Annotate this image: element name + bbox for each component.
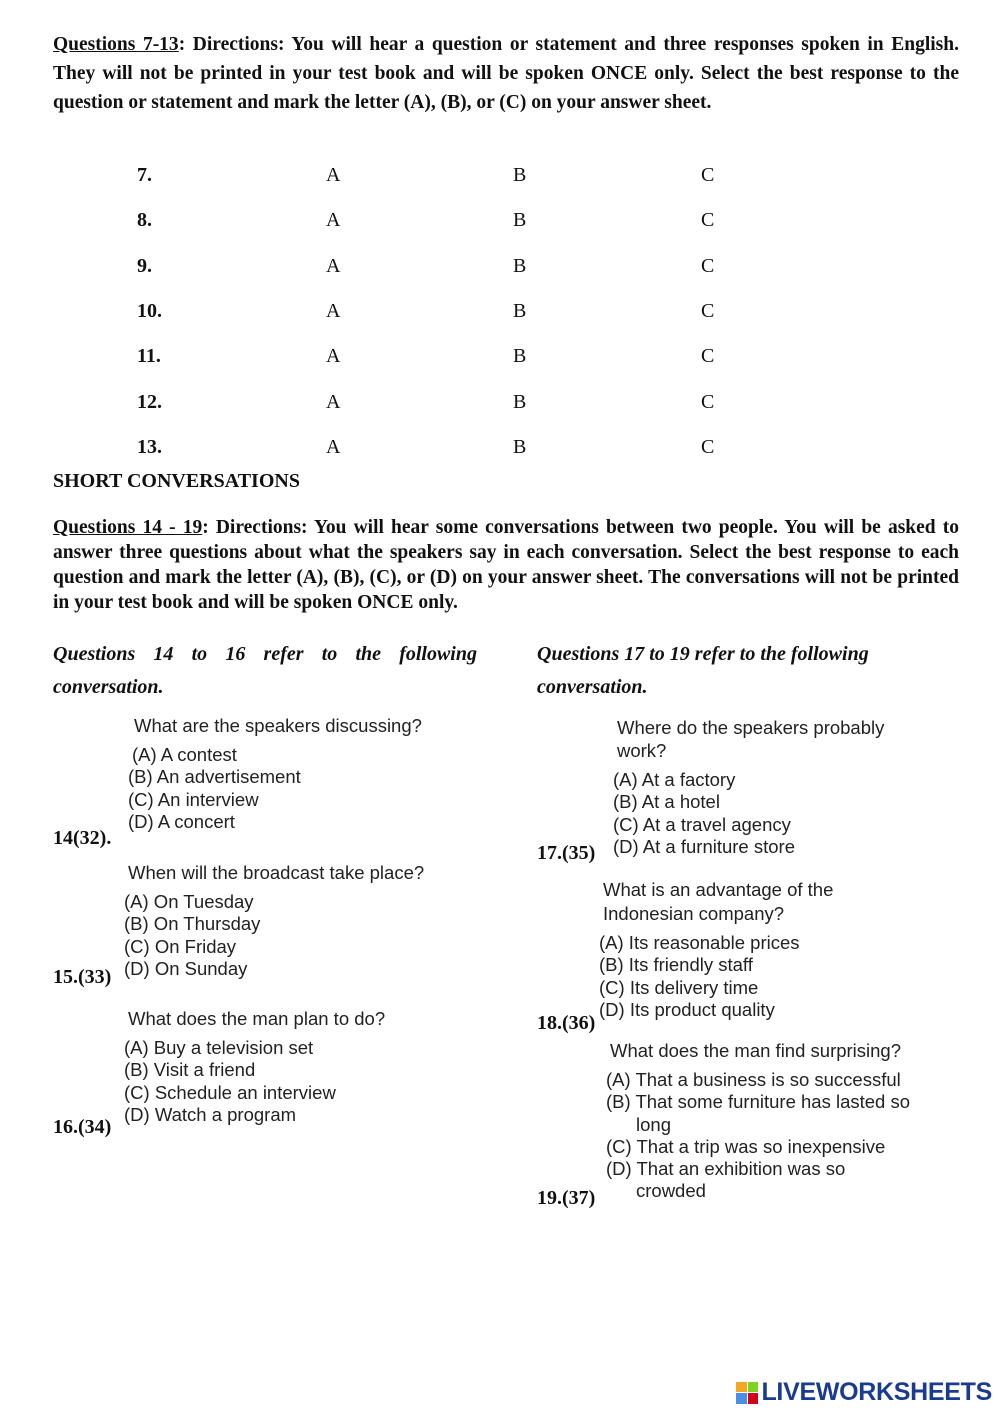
option-b: (B) Its friendly staff	[599, 954, 753, 976]
choice-c[interactable]: C	[701, 345, 715, 368]
choice-c[interactable]: C	[701, 390, 715, 413]
logo-square	[736, 1393, 747, 1404]
question-18	[599, 878, 833, 1021]
option-d: (D) Its product quality	[599, 998, 775, 1020]
option-b: (B) Visit a friend	[124, 1059, 256, 1081]
section1-directions-text: : Directions: You will hear a question or statement and three responses spoken in English. They will not be printed in your test book and will be spoken ONCE only. Select the best response to the question or statement and mark the letter (A), (B), or (C) on your answer sheet.	[53, 34, 959, 113]
choice-b[interactable]: B	[513, 345, 527, 368]
option-b-cont: long	[636, 1113, 671, 1135]
choice-a[interactable]: A	[326, 164, 341, 186]
liveworksheets-logo	[736, 1378, 992, 1407]
option-d: (D) A concert	[128, 810, 235, 832]
logo-text: LIVEWORKSHEETS	[761, 1378, 992, 1406]
choice-b[interactable]: B	[513, 209, 527, 232]
option-c: (C) Schedule an interview	[124, 1081, 336, 1103]
question-stem: What is an advantage of the	[603, 879, 834, 900]
question-number: 9.	[137, 254, 152, 277]
section1-directions	[53, 30, 959, 117]
choice-a[interactable]: A	[326, 345, 341, 368]
logo-square	[736, 1382, 747, 1393]
choice-c[interactable]: C	[701, 299, 715, 322]
right-refer: Questions 17 to 19 refer to the following conversation.	[537, 643, 869, 698]
question-17	[613, 716, 884, 858]
option-b: (B) That some furniture has lasted so	[606, 1091, 911, 1113]
choice-a[interactable]: A	[326, 299, 341, 322]
question-number-14: 14(32).	[53, 827, 112, 849]
choice-c[interactable]: C	[701, 435, 715, 458]
question-stem-cont: Indonesian company?	[603, 903, 785, 924]
choice-b[interactable]: B	[513, 164, 527, 186]
option-d-cont: crowded	[636, 1180, 706, 1202]
option-b: (B) On Thursday	[124, 913, 261, 935]
question-19	[606, 1039, 910, 1203]
logo-square	[748, 1382, 759, 1393]
choice-a[interactable]: A	[326, 254, 341, 277]
choice-b[interactable]: B	[513, 390, 527, 413]
question-number: 13.	[137, 435, 162, 458]
question-stem: What are the speakers discussing?	[134, 715, 422, 736]
choice-c[interactable]: C	[701, 209, 715, 232]
option-a: (A) A contest	[132, 744, 237, 765]
option-c: (C) Its delivery time	[599, 976, 759, 998]
option-c: (C) On Friday	[124, 935, 237, 957]
question-number-19: 19.(37)	[537, 1187, 596, 1209]
option-a: (A) Buy a television set	[124, 1037, 314, 1058]
option-d: (D) That an exhibition was so	[606, 1158, 846, 1180]
question-number: 7.	[137, 164, 152, 186]
option-b: (B) At a hotel	[613, 791, 720, 813]
choice-a[interactable]: A	[326, 390, 341, 413]
question-number: 11.	[137, 345, 161, 368]
option-a: (A) At a factory	[613, 769, 736, 790]
choice-a[interactable]: A	[326, 435, 341, 458]
option-d: (D) On Sunday	[124, 957, 248, 979]
question-number-15: 15.(33)	[53, 966, 112, 988]
question-number-16: 16.(34)	[53, 1116, 112, 1138]
choice-b[interactable]: B	[513, 435, 527, 458]
question-16	[124, 1007, 385, 1126]
option-c: (C) At a travel agency	[613, 813, 791, 835]
choice-a[interactable]: A	[326, 209, 341, 232]
option-a: (A) On Tuesday	[124, 891, 254, 912]
question-14	[128, 714, 422, 833]
option-d: (D) Watch a program	[124, 1103, 297, 1125]
question-number-18: 18.(36)	[537, 1012, 596, 1034]
section1-heading: Questions 7-13	[53, 34, 179, 55]
question-stem: Where do the speakers probably	[617, 717, 885, 738]
question-number: 8.	[137, 209, 152, 232]
choice-b[interactable]: B	[513, 299, 527, 322]
question-15	[124, 861, 424, 980]
option-b: (B) An advertisement	[128, 766, 301, 788]
option-c: (C) That a trip was so inexpensive	[606, 1135, 886, 1157]
section2-directions-text: : Directions: You will hear some conversations between two people. You will be asked to answer three questions about what the speakers say in each conversation. Select the best response to each question and mark the letter (A), (B), (C), or (D) on your answer sheet. The conversations will not be printed in your test book and will be spoken ONCE only.	[53, 517, 959, 613]
question-stem: What does the man plan to do?	[128, 1008, 386, 1029]
question-stem-cont: work?	[617, 740, 667, 761]
option-a: (A) That a business is so successful	[606, 1069, 901, 1090]
left-refer: Questions 14 to 16 refer to the following conversation.	[53, 643, 477, 698]
question-number: 10.	[137, 299, 162, 322]
section2-directions	[53, 515, 959, 615]
option-d: (D) At a furniture store	[613, 835, 795, 857]
section-title: SHORT CONVERSATIONS	[53, 470, 300, 492]
logo-icon	[736, 1382, 758, 1404]
choice-c[interactable]: C	[701, 254, 715, 277]
question-stem: When will the broadcast take place?	[128, 862, 425, 883]
choice-b[interactable]: B	[513, 254, 527, 277]
option-c: (C) An interview	[128, 788, 259, 810]
section2-heading: Questions 14 - 19	[53, 517, 203, 538]
question-number: 12.	[137, 390, 162, 413]
question-stem: What does the man find surprising?	[610, 1040, 902, 1061]
choice-c[interactable]: C	[701, 164, 715, 186]
option-a: (A) Its reasonable prices	[599, 932, 800, 953]
question-number-17: 17.(35)	[537, 842, 596, 864]
logo-square	[748, 1393, 759, 1404]
